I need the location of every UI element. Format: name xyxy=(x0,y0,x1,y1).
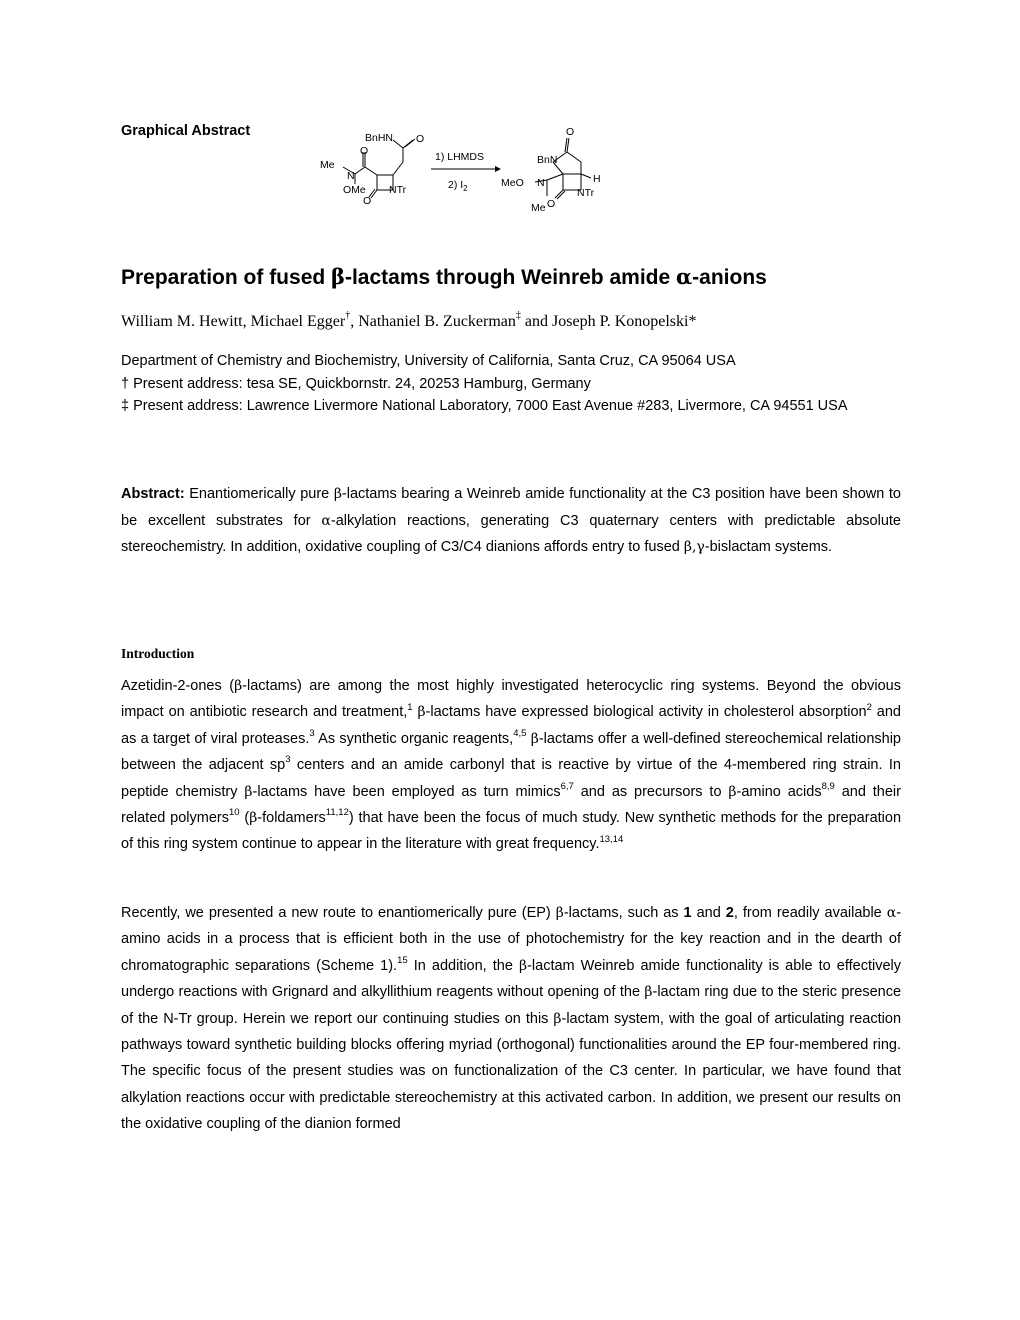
para-text: -lactams have been employed as turn mimics xyxy=(252,783,561,800)
reactant-ome-label: OMe xyxy=(343,184,366,196)
greek-symbol: α xyxy=(321,512,331,529)
citation-ref: 13,14 xyxy=(599,833,624,845)
abstract-label: Abstract: xyxy=(121,486,185,502)
para-text: and as precursors to xyxy=(573,783,729,800)
citation-ref: 15 xyxy=(397,954,408,966)
citation-ref: 8,9 xyxy=(821,780,835,792)
para-text: -lactam Weinreb amide functionality is able to effectively undergo reactions with Grignard and alkyllithium reagents without opening of the xyxy=(121,957,902,1001)
abstract-text: -lactams bearing a Weinreb amide functionality at the C3 position have been shown to be excellent substrates for xyxy=(121,486,901,529)
product-o1-label: O xyxy=(566,126,575,138)
abstract-text: -alkylation reactions, generating C3 quaternary centers with predictable absolute stereochemistry. In addition, oxidative coupling of C3/C4 dianions affords entry to fused xyxy=(121,512,901,555)
para-text: Azetidin-2-ones ( xyxy=(121,678,235,694)
product-ntr-label: NTr xyxy=(577,187,595,199)
paper-title xyxy=(121,264,921,290)
title-text-1: Preparation of fused xyxy=(121,266,332,289)
abstract-text: -bislactam systems. xyxy=(704,539,833,555)
greek-symbol: β xyxy=(553,1010,562,1027)
affiliation-main: Department of Chemistry and Biochemistry, University of California, Santa Cruz, CA 95064 USA xyxy=(121,353,736,369)
reactant-n-label: N xyxy=(347,170,355,182)
para-text: Recently, we presented a new route to enantiomerically pure (EP) xyxy=(121,905,556,921)
para-text: ) that have been the focus of much study. New synthetic methods for the preparation of this ring system continue to appear in the literature with great frequency. xyxy=(121,810,902,853)
para-text: ( xyxy=(239,810,250,827)
author-1-mark: † xyxy=(345,309,351,321)
superscript: 3 xyxy=(285,754,291,766)
greek-symbol: β xyxy=(417,704,426,721)
greek-symbol: β xyxy=(518,957,528,974)
reactant-bnhn-label: BnHN xyxy=(365,132,394,144)
greek-symbol: β xyxy=(244,783,253,800)
para-text: -lactams, such as xyxy=(563,905,684,921)
greek-symbol: α xyxy=(886,905,897,921)
para-text: -lactams have expressed biological activity in cholesterol absorption xyxy=(425,704,867,721)
citation-ref: 6,7 xyxy=(560,780,574,792)
para-text: As synthetic organic reagents, xyxy=(314,730,514,747)
citation-ref: 4,5 xyxy=(513,727,527,739)
para-text: -lactams offer a well-defined stereochemical relationship between the adjacent sp xyxy=(121,730,901,774)
compound-number: 1 xyxy=(683,905,692,921)
para-text: -amino acids xyxy=(736,783,822,800)
reagent-step1: 1) LHMDS xyxy=(435,151,485,163)
para-text: In addition, the xyxy=(407,957,519,974)
affiliations xyxy=(121,350,901,418)
greek-symbol: β xyxy=(530,730,539,747)
greek-symbol: β xyxy=(333,486,342,502)
para-text: centers and an amide carbonyl that is reactive by virtue of the 4-membered ring strain. In peptide chemistry xyxy=(121,757,901,800)
reactant-me-label: Me xyxy=(320,159,335,171)
abstract-text: Enantiomerically pure xyxy=(184,486,334,502)
para-text: and their related polymers xyxy=(121,783,901,827)
para-text: -lactams) are among the most highly investigated heterocyclic ring systems. Beyond the obvious impact on antibiotic research and treatment, xyxy=(121,678,902,721)
affiliation-dagger: † Present address: tesa SE, Quickbornstr. 24, 20253 Hamburg, Germany xyxy=(121,375,591,392)
para-text: -lactam system, with the goal of articulating reaction pathways toward synthetic building blocks offering myriad (orthogonal) functionalities around the EP four-membered ring. The specific focus of the present studies was on functionalization of the C3 center. In particular, we have found that alkylation reactions occur with predictable stereochemistry at this activated carbon. In addition, we present our results on the oxidative coupling of the dianion formed xyxy=(121,1010,902,1133)
title-text-2: -lactams through Weinreb amide xyxy=(344,266,676,289)
abstract xyxy=(121,481,901,561)
greek-symbol: β xyxy=(555,905,564,921)
title-beta: β xyxy=(331,264,345,289)
greek-symbol: β xyxy=(644,984,653,1001)
product-bnn-label: BnN xyxy=(537,154,558,166)
para-text: -lactam ring due to the steric presence of the N-Tr group. Herein we report our continuing studies on this xyxy=(121,984,902,1027)
intro-paragraph-2 xyxy=(121,900,901,1138)
citation-ref: 10 xyxy=(228,807,240,819)
para-text: -amino acids in a process that is efficient both in the use of photochemistry for the key reaction and in the dearth of chromatographic separations (Scheme 1). xyxy=(121,905,902,974)
reagent-step2: 2) $I_2$ xyxy=(448,179,468,193)
title-text-3: -anions xyxy=(692,266,767,289)
citation-ref: 11,12 xyxy=(325,807,349,819)
para-text: and as a target of viral proteases. xyxy=(121,704,901,747)
citation-ref: 2 xyxy=(866,701,872,713)
title-alpha: α xyxy=(676,264,693,289)
greek-symbol: β xyxy=(728,783,737,800)
introduction-heading: Introduction xyxy=(121,646,195,661)
greek-symbol: β xyxy=(249,810,258,827)
product-n-label: N xyxy=(537,177,545,189)
reactant-o1-label: O xyxy=(416,133,425,145)
author-2: , Nathaniel B. Zuckerman xyxy=(350,313,516,330)
product-o2-label: O xyxy=(547,198,556,210)
author-3: and Joseph P. Konopelski* xyxy=(520,313,697,330)
para-text: and xyxy=(691,905,726,921)
reactant-o3-label: O xyxy=(363,195,372,207)
compound-number: 2 xyxy=(725,905,734,921)
greek-symbol: β,γ xyxy=(683,539,705,555)
reaction-arrowhead xyxy=(495,166,501,172)
author-list xyxy=(121,309,921,331)
greek-symbol: β xyxy=(234,678,243,694)
reactant-ntr-label: NTr xyxy=(389,184,407,196)
affiliation-ddagger: ‡ Present address: Lawrence Livermore National Laboratory, 7000 East Avenue #283, Livermore, CA 94551 USA xyxy=(121,398,848,414)
citation-ref: 1 xyxy=(407,701,413,713)
reaction-scheme xyxy=(315,122,615,222)
para-text: , from readily available xyxy=(733,905,887,921)
author-2-mark: ‡ xyxy=(515,309,521,321)
author-1: William M. Hewitt, Michael Egger xyxy=(121,313,346,330)
para-text: -foldamers xyxy=(257,810,326,827)
product-me-label: Me xyxy=(531,202,546,214)
graphical-abstract-label: Graphical Abstract xyxy=(121,123,251,139)
citation-ref: 3 xyxy=(309,727,315,739)
product-h-label: H xyxy=(593,173,601,185)
intro-paragraph-1 xyxy=(121,673,901,858)
product-meo-label: MeO xyxy=(501,177,524,189)
reactant-o2-label: O xyxy=(360,145,369,157)
